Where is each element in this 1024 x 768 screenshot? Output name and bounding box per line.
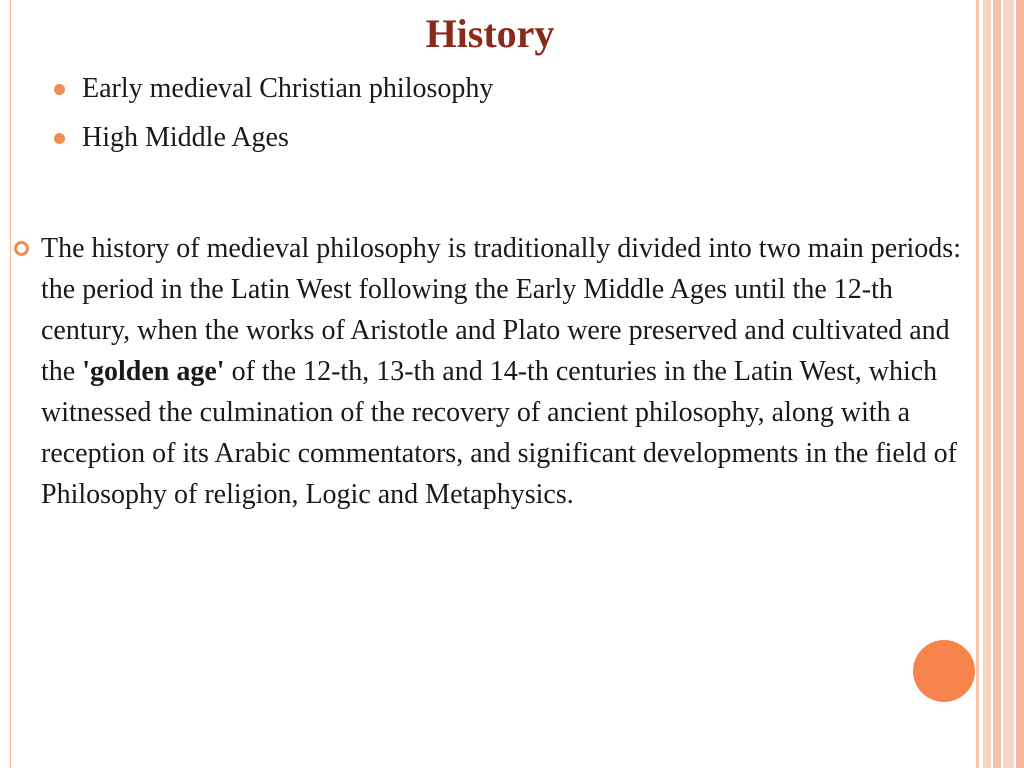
list-item-label: Early medieval Christian philosophy: [82, 73, 494, 104]
paragraph-bold-phrase: 'golden age': [82, 356, 225, 387]
list-item: [52, 72, 493, 106]
decorative-circle-icon: [913, 640, 975, 702]
bullet-list: [52, 72, 493, 170]
right-stripe: [993, 0, 1001, 768]
right-stripe: [1016, 0, 1024, 768]
ring-bullet-icon: [14, 241, 29, 256]
bullet-dot-icon: [54, 133, 65, 144]
right-stripe: [976, 0, 979, 768]
paragraph-text-part1: The history of medieval philosophy is traditionally divided into two main periods: the period in the Latin West following the Early Middle Ages until the 12-th century, when the works of Aristotle and Plato were preserved and cultivated and the: [41, 233, 961, 387]
body-paragraph: [41, 228, 972, 515]
right-stripe: [1003, 0, 1014, 768]
right-stripe: [983, 0, 991, 768]
main-paragraph-bullet: [12, 228, 972, 515]
list-item-label: High Middle Ages: [82, 122, 289, 153]
list-item: [52, 121, 493, 155]
slide-title: History: [425, 11, 555, 56]
bullet-dot-icon: [54, 84, 65, 95]
paragraph-text-part2: of the 12-th, 13-th and 14-th centuries in the Latin West, which witnessed the culmination of the recovery of ancient philosophy, along with a reception of its Arabic commentators, and significant developments in the field of Philosophy of religion, Logic and Metaphysics.: [41, 356, 957, 510]
left-divider-line: [10, 0, 11, 768]
